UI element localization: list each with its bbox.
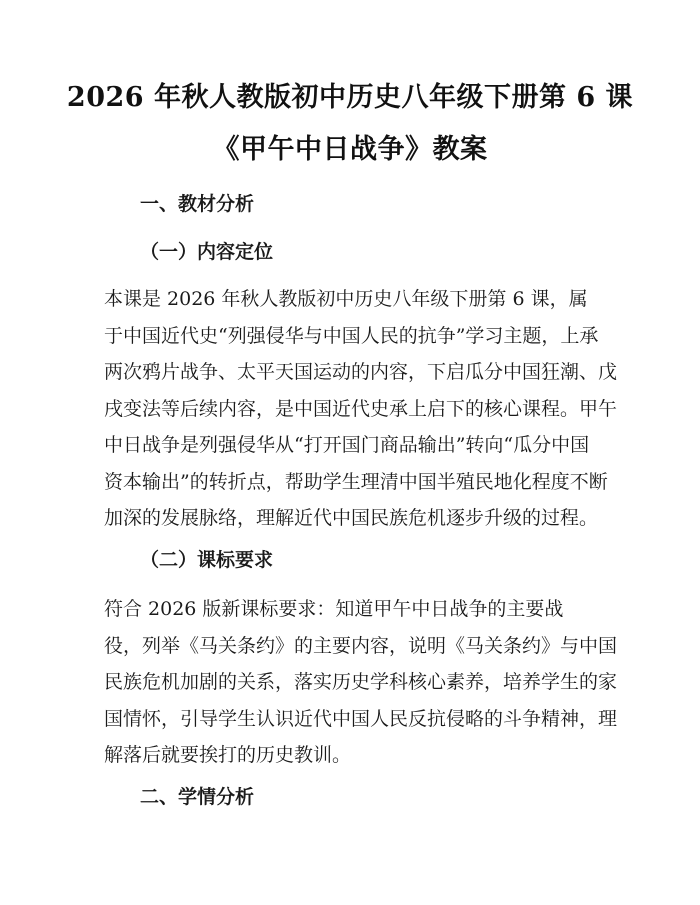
paragraph-line: 民族危机加剧的关系，落实历史学科核心素养，培养学生的家 bbox=[104, 671, 618, 693]
paragraph-line: 于中国近代史“列强侵华与中国人民的抗争”学习主题，上承 bbox=[104, 324, 599, 347]
paragraph-line: 两次鸦片战争、太平天国运动的内容，下启瓜分中国狂潮、戊 bbox=[104, 361, 618, 383]
paragraph-line: 役，列举《马关条约》的主要内容，说明《马关条约》与中国 bbox=[104, 634, 618, 657]
document-title-line-1: 2026 年秋人教版初中历史八年级下册第 6 课 bbox=[66, 82, 634, 113]
paragraph-line: 中日战争是列强侵华从“打开国门商品输出”转向“瓜分中国 bbox=[104, 434, 590, 456]
paragraph-line: 解落后就要挨打的历史教训。 bbox=[104, 744, 352, 766]
paragraph-line: 国情怀，引导学生认识近代中国人民反抗侵略的斗争精神，理 bbox=[104, 707, 618, 730]
paragraph-line: 符合 2026 版新课标要求：知道甲午中日战争的主要战 bbox=[104, 598, 564, 620]
subsection-heading-kebiao: （二）课标要求 bbox=[140, 549, 274, 571]
paragraph-kebiao bbox=[104, 591, 618, 774]
paragraph-line: 资本输出”的转折点，帮助学生理清中国半殖民地化程度不断 bbox=[104, 470, 608, 493]
subsection-heading-neirong: （一）内容定位 bbox=[140, 241, 274, 263]
paragraph-neirong bbox=[104, 281, 618, 537]
section-heading-xueqing: 二、学情分析 bbox=[140, 786, 255, 808]
paragraph-line: 本课是 2026 年秋人教版初中历史八年级下册第 6 课，属 bbox=[104, 288, 588, 310]
document-title-line-2: 《甲午中日战争》教案 bbox=[212, 134, 488, 165]
paragraph-line: 加深的发展脉络，理解近代中国民族危机逐步升级的过程。 bbox=[104, 507, 599, 529]
paragraph-line: 戌变法等后续内容，是中国近代史承上启下的核心课程。甲午 bbox=[104, 397, 618, 420]
section-heading-jiaocai: 一、教材分析 bbox=[140, 193, 255, 215]
